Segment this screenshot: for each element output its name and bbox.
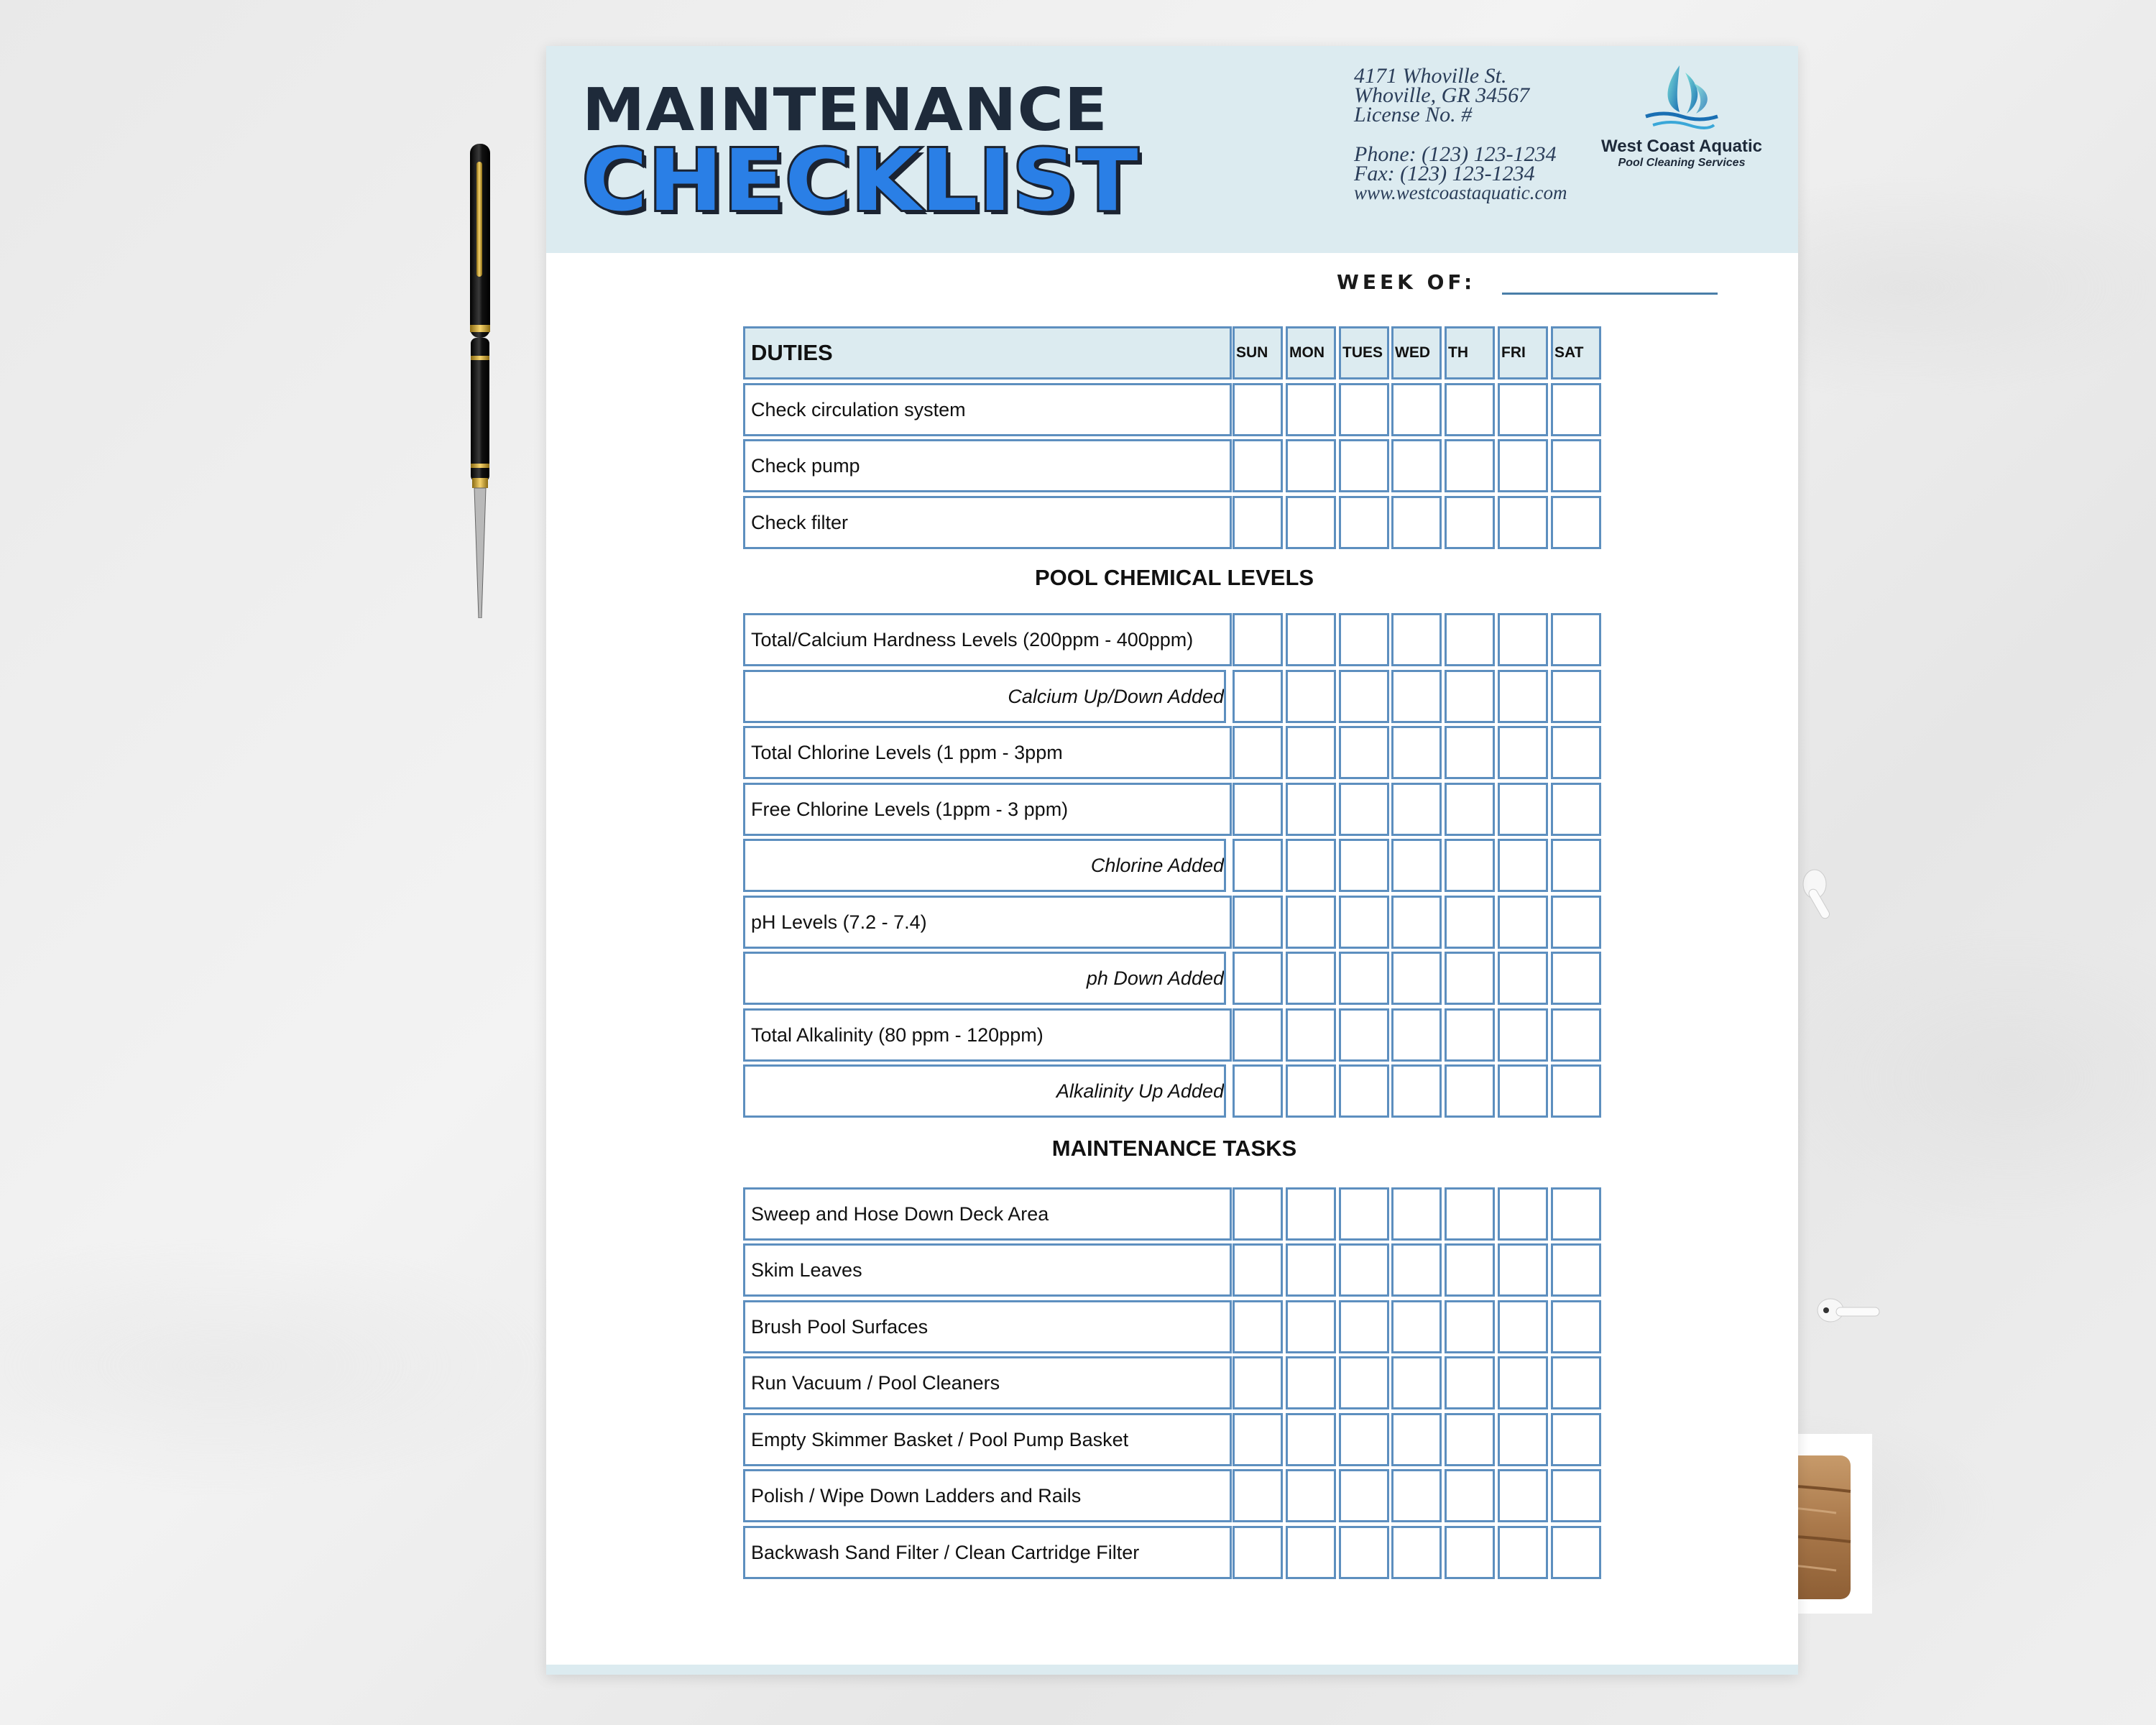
checkbox-sat[interactable] [1551,439,1601,492]
checkbox-fri[interactable] [1498,1243,1548,1297]
checkbox-sun[interactable] [1233,1300,1283,1353]
chemical-level-row [743,1008,1606,1062]
checkbox-th[interactable] [1445,1469,1495,1522]
checkbox-sat[interactable] [1551,726,1601,779]
checkbox-tues[interactable] [1339,1300,1389,1353]
checkbox-sun[interactable] [1233,1064,1283,1118]
task-label: Alkalinity Up Added [743,1064,1226,1118]
checkbox-mon[interactable] [1286,1064,1336,1118]
checkbox-sun[interactable] [1233,1243,1283,1297]
address-line-2: Whoville, GR 34567 [1354,83,1530,107]
checkbox-mon[interactable] [1286,1526,1336,1579]
checkbox-tues[interactable] [1339,1413,1389,1466]
duty-row [743,439,1606,492]
checkbox-mon[interactable] [1286,783,1336,836]
checkbox-sun[interactable] [1233,1356,1283,1409]
checkbox-th[interactable] [1445,439,1495,492]
task-label: Total Alkalinity (80 ppm - 120ppm) [743,1008,1232,1062]
checkbox-tues[interactable] [1339,1187,1389,1241]
chemical-added-row [743,670,1606,723]
checkbox-tues[interactable] [1339,439,1389,492]
checkbox-sat[interactable] [1551,783,1601,836]
checkbox-sat[interactable] [1551,952,1601,1005]
checkbox-sun[interactable] [1233,1526,1283,1579]
checkbox-wed[interactable] [1391,670,1442,723]
checkbox-tues[interactable] [1339,783,1389,836]
checkbox-fri[interactable] [1498,1008,1548,1062]
company-logo [1592,62,1772,220]
maintenance-task-row [743,1187,1606,1241]
day-header-th: TH [1445,326,1495,380]
checkbox-mon[interactable] [1286,439,1336,492]
checkbox-th[interactable] [1445,670,1495,723]
checkbox-th[interactable] [1445,1300,1495,1353]
checkbox-fri[interactable] [1498,1469,1548,1522]
checkbox-wed[interactable] [1391,1008,1442,1062]
fountain-pen-image [460,144,503,618]
checkbox-wed[interactable] [1391,496,1442,549]
checkbox-sat[interactable] [1551,496,1601,549]
checkbox-fri[interactable] [1498,383,1548,436]
checkbox-wed[interactable] [1391,783,1442,836]
checkbox-sat[interactable] [1551,670,1601,723]
checkbox-mon[interactable] [1286,613,1336,666]
checkbox-tues[interactable] [1339,613,1389,666]
chemical-added-row [743,1064,1606,1118]
checkbox-wed[interactable] [1391,1413,1442,1466]
week-of-label: WEEK OF: [1337,270,1476,294]
checkbox-tues[interactable] [1339,496,1389,549]
maintenance-task-row [743,1356,1606,1409]
checkbox-tues[interactable] [1339,1008,1389,1062]
checkbox-fri[interactable] [1498,1187,1548,1241]
address-line-1: 4171 Whoville St. [1354,64,1507,88]
checkbox-mon[interactable] [1286,496,1336,549]
license-line: License No. # [1354,103,1473,126]
checkbox-mon[interactable] [1286,1008,1336,1062]
checkbox-sun[interactable] [1233,613,1283,666]
checkbox-fri[interactable] [1498,839,1548,892]
checkbox-sun[interactable] [1233,1413,1283,1466]
checkbox-tues[interactable] [1339,839,1389,892]
checkbox-th[interactable] [1445,1526,1495,1579]
chemical-added-row [743,839,1606,892]
checkbox-wed[interactable] [1391,839,1442,892]
day-header-mon: MON [1286,326,1336,380]
fax-line: Fax: (123) 123-1234 [1354,162,1535,185]
checkbox-th[interactable] [1445,1008,1495,1062]
checkbox-sat[interactable] [1551,839,1601,892]
checkbox-tues[interactable] [1339,1469,1389,1522]
checkbox-th[interactable] [1445,839,1495,892]
chemical-added-row [743,952,1606,1005]
checkbox-fri[interactable] [1498,670,1548,723]
checkbox-sun[interactable] [1233,670,1283,723]
checkbox-sat[interactable] [1551,1064,1601,1118]
checkbox-th[interactable] [1445,896,1495,949]
task-label: Backwash Sand Filter / Clean Cartridge Filter [743,1526,1232,1579]
checkbox-sun[interactable] [1233,1187,1283,1241]
task-label: Total/Calcium Hardness Levels (200ppm - 400ppm) [743,613,1232,666]
day-header-sat: SAT [1551,326,1601,380]
checkbox-wed[interactable] [1391,1187,1442,1241]
table-header-row [743,326,1606,380]
checkbox-fri[interactable] [1498,726,1548,779]
section-title-maintenance-tasks: MAINTENANCE TASKS [1051,1135,1297,1161]
task-label: Check pump [743,439,1232,492]
checkbox-tues[interactable] [1339,1356,1389,1409]
checkbox-tues[interactable] [1339,896,1389,949]
checkbox-th[interactable] [1445,613,1495,666]
company-address-block [1354,66,1567,203]
logo-tagline: Pool Cleaning Services [1618,157,1746,169]
checkbox-wed[interactable] [1391,1356,1442,1409]
checkbox-fri[interactable] [1498,783,1548,836]
checkbox-fri[interactable] [1498,952,1548,1005]
checkbox-sat[interactable] [1551,383,1601,436]
chemical-level-row [743,896,1606,949]
checklist-sheet [546,46,1798,1675]
checkbox-mon[interactable] [1286,383,1336,436]
checkbox-wed[interactable] [1391,1064,1442,1118]
checkbox-th[interactable] [1445,1356,1495,1409]
earbud-image [1797,866,1861,931]
checkbox-th[interactable] [1445,1413,1495,1466]
task-label: Check circulation system [743,383,1232,436]
title-maintenance: MAINTENANCE [582,76,1108,144]
checkbox-mon[interactable] [1286,1413,1336,1466]
task-label: Chlorine Added [743,839,1226,892]
title-checklist: CHECKLIST [582,131,1139,230]
task-label: Run Vacuum / Pool Cleaners [743,1356,1232,1409]
checkbox-th[interactable] [1445,1064,1495,1118]
chemical-level-row [743,613,1606,666]
checkbox-wed[interactable] [1391,1526,1442,1579]
duty-row [743,383,1606,436]
task-label: Calcium Up/Down Added [743,670,1226,723]
checkbox-sun[interactable] [1233,896,1283,949]
checkbox-wed[interactable] [1391,952,1442,1005]
checkbox-mon[interactable] [1286,670,1336,723]
checkbox-sun[interactable] [1233,1469,1283,1522]
task-label: Empty Skimmer Basket / Pool Pump Basket [743,1413,1232,1466]
checkbox-fri[interactable] [1498,1300,1548,1353]
task-label: Brush Pool Surfaces [743,1300,1232,1353]
checkbox-tues[interactable] [1339,383,1389,436]
maintenance-task-row [743,1526,1606,1579]
checkbox-sat[interactable] [1551,1526,1601,1579]
checkbox-tues[interactable] [1339,1064,1389,1118]
task-label: Check filter [743,496,1232,549]
day-header-sun: SUN [1233,326,1283,380]
week-of-input-line[interactable] [1502,293,1718,295]
day-header-fri: FRI [1498,326,1548,380]
header-band [546,46,1798,253]
checkbox-sat[interactable] [1551,896,1601,949]
checkbox-th[interactable] [1445,496,1495,549]
checkbox-fri[interactable] [1498,613,1548,666]
checkbox-sun[interactable] [1233,952,1283,1005]
checkbox-sun[interactable] [1233,783,1283,836]
checkbox-mon[interactable] [1286,1469,1336,1522]
maintenance-task-row [743,1300,1606,1353]
checkbox-sun[interactable] [1233,496,1283,549]
maintenance-task-row [743,1469,1606,1522]
checkbox-tues[interactable] [1339,670,1389,723]
phone-line: Phone: (123) 123-1234 [1354,142,1557,166]
duty-row [743,496,1606,549]
checkbox-th[interactable] [1445,1187,1495,1241]
chemical-level-row [743,726,1606,779]
checkbox-sun[interactable] [1233,439,1283,492]
checkbox-tues[interactable] [1339,952,1389,1005]
checkbox-sat[interactable] [1551,1008,1601,1062]
checkbox-sun[interactable] [1233,839,1283,892]
checkbox-wed[interactable] [1391,613,1442,666]
checkbox-sun[interactable] [1233,1008,1283,1062]
checkbox-sat[interactable] [1551,1243,1601,1297]
maintenance-task-row [743,1413,1606,1466]
checkbox-fri[interactable] [1498,439,1548,492]
checkbox-mon[interactable] [1286,1187,1336,1241]
task-label: pH Levels (7.2 - 7.4) [743,896,1232,949]
checkbox-wed[interactable] [1391,896,1442,949]
chemical-level-row [743,783,1606,836]
checkbox-sat[interactable] [1551,1413,1601,1466]
checkbox-fri[interactable] [1498,1064,1548,1118]
checkbox-wed[interactable] [1391,1300,1442,1353]
checkbox-mon[interactable] [1286,896,1336,949]
checkbox-th[interactable] [1445,952,1495,1005]
checkbox-fri[interactable] [1498,1356,1548,1409]
checkbox-th[interactable] [1445,783,1495,836]
checkbox-sat[interactable] [1551,1469,1601,1522]
checkbox-fri[interactable] [1498,496,1548,549]
checkbox-th[interactable] [1445,383,1495,436]
checkbox-wed[interactable] [1391,1243,1442,1297]
checkbox-fri[interactable] [1498,896,1548,949]
checkbox-mon[interactable] [1286,839,1336,892]
checkbox-tues[interactable] [1339,1243,1389,1297]
checkbox-mon[interactable] [1286,952,1336,1005]
checkbox-wed[interactable] [1391,439,1442,492]
task-label: Total Chlorine Levels (1 ppm - 3ppm [743,726,1232,779]
footer-band [546,1665,1798,1675]
water-drop-logo-icon [1635,62,1728,134]
duties-column-header: DUTIES [743,326,1232,380]
checkbox-th[interactable] [1445,726,1495,779]
checkbox-sun[interactable] [1233,726,1283,779]
checkbox-sun[interactable] [1233,383,1283,436]
task-label: Skim Leaves [743,1243,1232,1297]
checkbox-tues[interactable] [1339,1526,1389,1579]
task-label: Sweep and Hose Down Deck Area [743,1187,1232,1241]
checkbox-sat[interactable] [1551,1300,1601,1353]
logo-company-name: West Coast Aquatic [1600,137,1763,156]
task-label: ph Down Added [743,952,1226,1005]
checkbox-mon[interactable] [1286,1356,1336,1409]
checkbox-mon[interactable] [1286,1243,1336,1297]
day-header-tues: TUES [1339,326,1389,380]
checkbox-wed[interactable] [1391,726,1442,779]
task-label: Polish / Wipe Down Ladders and Rails [743,1469,1232,1522]
checkbox-tues[interactable] [1339,726,1389,779]
maintenance-task-row [743,1243,1606,1297]
earbud-image-2 [1815,1283,1886,1333]
checkbox-sat[interactable] [1551,613,1601,666]
checkbox-sat[interactable] [1551,1187,1601,1241]
checkbox-wed[interactable] [1391,1469,1442,1522]
checkbox-fri[interactable] [1498,1413,1548,1466]
checkbox-sat[interactable] [1551,1356,1601,1409]
checkbox-wed[interactable] [1391,383,1442,436]
website-line: www.westcoastaquatic.com [1354,182,1567,203]
section-title-chemical-levels: POOL CHEMICAL LEVELS [1034,565,1314,590]
checkbox-fri[interactable] [1498,1526,1548,1579]
task-label: Free Chlorine Levels (1ppm - 3 ppm) [743,783,1232,836]
checkbox-mon[interactable] [1286,726,1336,779]
checkbox-mon[interactable] [1286,1300,1336,1353]
checkbox-th[interactable] [1445,1243,1495,1297]
day-header-wed: WED [1391,326,1442,380]
